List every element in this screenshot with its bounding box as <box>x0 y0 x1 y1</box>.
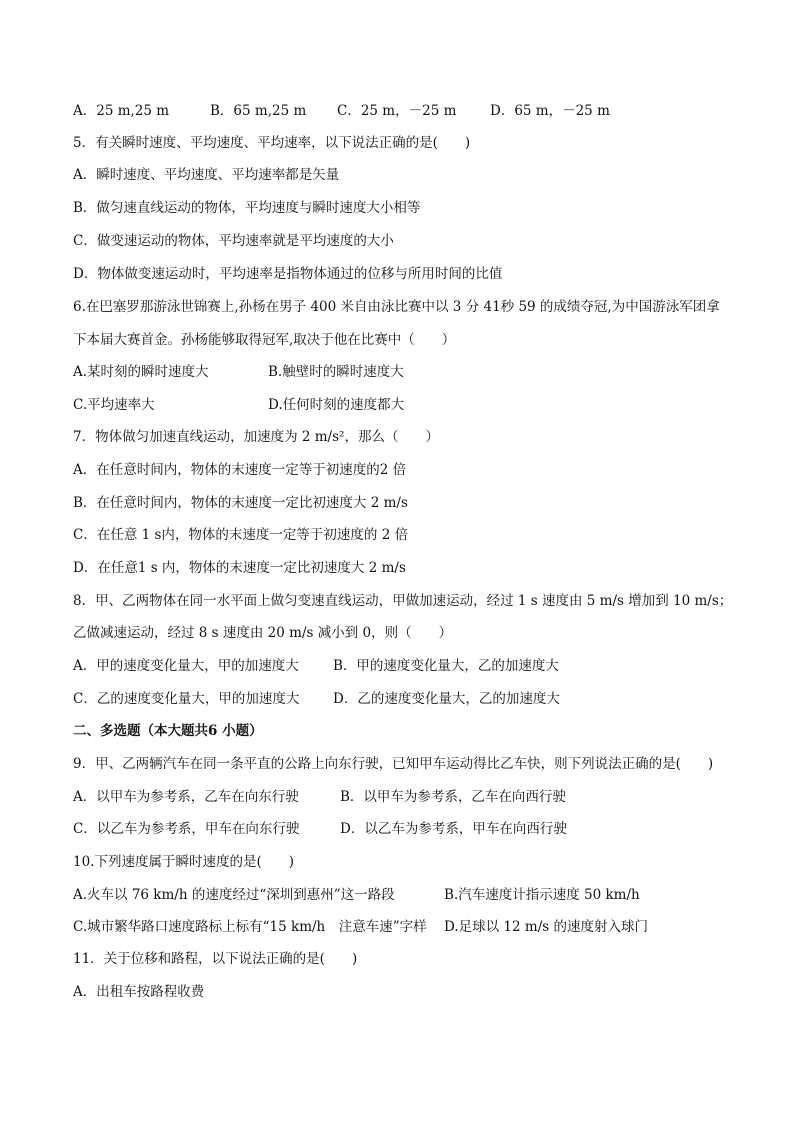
q5-option-d: D．物体做变速运动时，平均速率是指物体通过的位移与所用时间的比值 <box>73 266 503 282</box>
q6-stem-line1: 6.在巴塞罗那游泳世锦赛上,孙杨在男子 400 米自由泳比赛中以 3 分 41秒 59 的成绩夺冠,为中国游泳军团拿 <box>73 299 720 315</box>
q7-option-c: C．在任意 1 s内，物体的末速度一定等于初速度的 2 倍 <box>73 527 409 543</box>
q8-stem-line2: 乙做减速运动，经过 8 s 速度由 20 m/s 减小到 0，则（ ） <box>73 625 453 641</box>
q8-option-c: C．乙的速度变化量大，甲的加速度大 <box>73 691 300 707</box>
q4-option-b: B．65 m,25 m <box>210 103 307 119</box>
q7-stem: 7．物体做匀加速直线运动，加速度为 2 m/s²，那么（ ） <box>73 429 439 445</box>
q11-option-a: A．出租车按路程收费 <box>73 984 205 1000</box>
q9-option-c: C．以乙车为参考系，甲车在向东行驶 <box>73 821 300 837</box>
q6-option-a: A.某时刻的瞬时速度大 <box>73 364 209 380</box>
q5-option-b: B．做匀速直线运动的物体，平均速度与瞬时速度大小相等 <box>73 200 421 216</box>
q9-option-b: B．以甲车为参考系，乙车在向西行驶 <box>340 789 566 805</box>
q10-option-a: A.火车以 76 km/h 的速度经过“深圳到惠州”这一路段 <box>73 887 395 903</box>
q8-stem-line1: 8．甲、乙两物体在同一水平面上做匀变速直线运动，甲做加速运动，经过 1 s 速度由 5 m/s 增加到 10 m/s； <box>73 593 733 609</box>
q9-option-a: A．以甲车为参考系，乙车在向东行驶 <box>73 789 299 805</box>
q5-option-c: C．做变速运动的物体，平均速率就是平均速度的大小 <box>73 233 394 249</box>
q6-option-d: D.任何时刻的速度都大 <box>268 397 405 413</box>
q9-stem: 9．甲、乙两辆汽车在同一条平直的公路上向东行驶，已知甲车运动得比乙车快，则下列说法正确的是( ) <box>73 756 714 772</box>
q7-option-a: A．在任意时间内，物体的末速度一定等于初速度的2 倍 <box>73 462 407 478</box>
q7-option-b: B．在任意时间内，物体的末速度一定比初速度大 2 m/s <box>73 495 408 511</box>
section-heading-multiple-choice: 二、多选题（本大题共6 小题） <box>73 723 263 739</box>
q4-option-a: A．25 m,25 m <box>73 103 170 119</box>
q5-option-a: A．瞬时速度、平均速度、平均速率都是矢量 <box>73 167 340 183</box>
q8-option-b: B．甲的速度变化量大，乙的加速度大 <box>333 658 559 674</box>
q10-stem: 10.下列速度属于瞬时速度的是( ) <box>73 854 295 870</box>
q10-option-c: C.城市繁华路口速度路标上标有“15 km/h 注意车速”字样 <box>73 919 427 935</box>
q11-stem: 11．关于位移和路程，以下说法正确的是( ) <box>73 951 358 967</box>
q10-option-d: D.足球以 12 m/s 的速度射入球门 <box>444 919 648 935</box>
q7-option-d: D．在任意1 s 内，物体的末速度一定比初速度大 2 m/s <box>73 560 406 576</box>
q4-option-c: C．25 m，－25 m <box>337 103 457 119</box>
q8-option-a: A．甲的速度变化量大，甲的加速度大 <box>73 658 299 674</box>
q6-option-c: C.平均速率大 <box>73 397 155 413</box>
q6-option-b: B.触壁时的瞬时速度大 <box>268 364 404 380</box>
q9-option-d: D．以乙车为参考系，甲车在向西行驶 <box>340 821 567 837</box>
q8-option-d: D．乙的速度变化量大，乙的加速度大 <box>333 691 560 707</box>
q10-option-b: B.汽车速度计指示速度 50 km/h <box>444 887 640 903</box>
q6-stem-line2: 下本届大赛首金。孙杨能够取得冠军,取决于他在比赛中（ ） <box>73 332 456 348</box>
q5-stem: 5．有关瞬时速度、平均速度、平均速率，以下说法正确的是( ) <box>73 135 471 151</box>
q4-option-d: D．65 m，－25 m <box>490 103 610 119</box>
